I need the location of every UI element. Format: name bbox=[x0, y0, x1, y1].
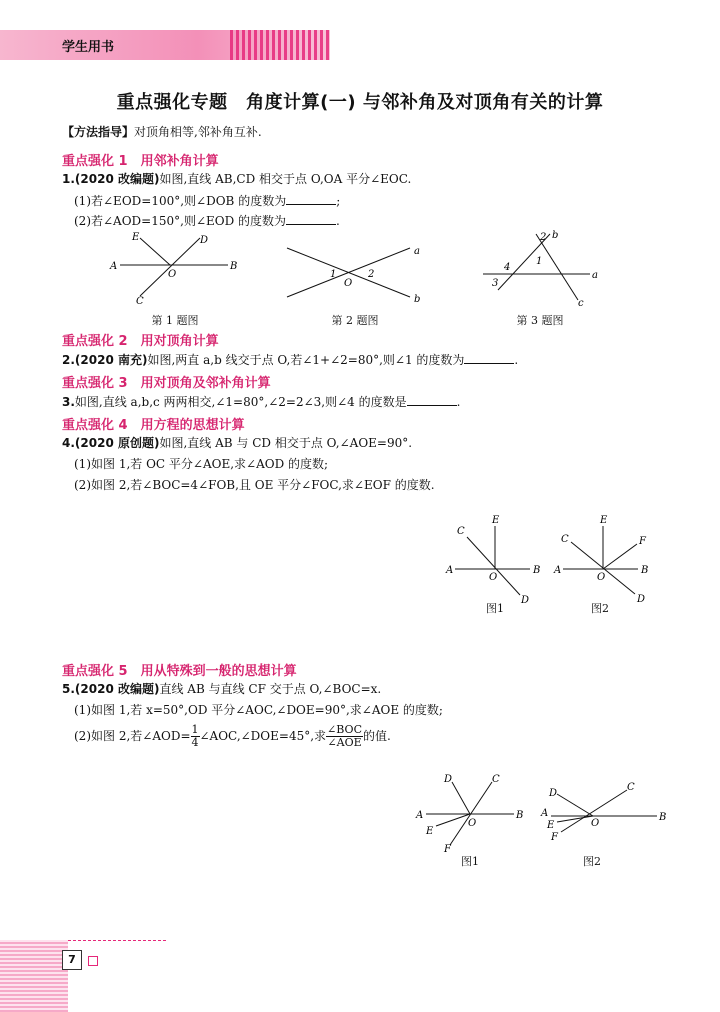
label-d: D bbox=[637, 594, 646, 605]
label-line-b: b bbox=[552, 230, 559, 241]
q1-part1 bbox=[74, 192, 340, 209]
label-c: C bbox=[492, 774, 500, 785]
figure-q5-2 bbox=[535, 776, 665, 846]
q5-part1: (1)如图 1,若 x=50°,OD 平分∠AOC,∠DOE=90°,求∠AOE 的度数; bbox=[74, 703, 443, 717]
angle-2: 2 bbox=[540, 232, 547, 243]
q1-part2-text: (2)若∠AOD=150°,则∠EOD 的度数为 bbox=[74, 214, 287, 228]
angle-4: 4 bbox=[504, 262, 511, 273]
label-d: D bbox=[200, 235, 209, 246]
figure-q5-1 bbox=[410, 770, 530, 855]
angle-1: 1 bbox=[330, 269, 337, 280]
caption-q4-fig1: 图1 bbox=[486, 602, 504, 615]
q3-text: 如图,直线 a,b,c 两两相交,∠1=80°,∠2=2∠3,则∠4 的度数是 bbox=[74, 395, 407, 409]
label-e: E bbox=[547, 820, 555, 831]
q1-text: 如图,直线 AB,CD 相交于点 O,OA 平分∠EOC. bbox=[159, 172, 412, 186]
footer-decoration bbox=[0, 940, 68, 1012]
label-line-a: a bbox=[414, 246, 420, 257]
label-b: B bbox=[516, 810, 524, 821]
caption-fig2: 第 2 题图 bbox=[331, 314, 379, 327]
answer-blank[interactable] bbox=[407, 393, 457, 406]
q2-end: . bbox=[514, 353, 519, 367]
answer-blank[interactable] bbox=[286, 192, 336, 205]
label-line-b: b bbox=[414, 294, 421, 305]
q4-source: (2020 原创题) bbox=[74, 436, 160, 450]
label-c: C bbox=[627, 782, 635, 793]
page-title: 重点强化专题 角度计算(一) 与邻补角及对顶角有关的计算 bbox=[116, 92, 604, 113]
label-c: C bbox=[561, 534, 569, 545]
q1-source: (2020 改编题) bbox=[74, 172, 160, 186]
q1-part2-end: . bbox=[336, 214, 340, 228]
ray-of bbox=[603, 544, 637, 569]
method-tag: 【方法指导】 bbox=[62, 125, 135, 139]
question-4 bbox=[62, 435, 412, 451]
label-f: F bbox=[551, 832, 558, 843]
label-o: O bbox=[591, 818, 600, 829]
q4-text: 如图,直线 AB 与 CD 相交于点 O,∠AOE=90°. bbox=[159, 436, 413, 450]
q4-number: 4. bbox=[62, 436, 75, 450]
figure-q4-2 bbox=[553, 512, 663, 604]
caption-fig3: 第 3 题图 bbox=[516, 314, 564, 327]
caption-q5-fig2: 图2 bbox=[583, 855, 601, 868]
label-e: E bbox=[132, 232, 140, 243]
label-b: B bbox=[230, 261, 238, 272]
angle-1: 1 bbox=[536, 256, 543, 267]
label-a: A bbox=[416, 810, 424, 821]
caption-q5-fig1: 图1 bbox=[461, 855, 479, 868]
label-o: O bbox=[468, 818, 477, 829]
header-label: 学生用书 bbox=[62, 40, 115, 55]
label-o: O bbox=[489, 572, 498, 583]
method-guide bbox=[62, 124, 262, 140]
figure-q1 bbox=[110, 228, 240, 308]
label-f: F bbox=[444, 844, 451, 855]
q1-part1-end: ; bbox=[336, 194, 341, 208]
answer-blank[interactable] bbox=[464, 351, 514, 364]
q1-part2 bbox=[74, 212, 340, 229]
angle-2: 2 bbox=[368, 269, 375, 280]
q5-part2-text-a: (2)如图 2,若∠AOD= bbox=[74, 729, 191, 743]
label-d: D bbox=[549, 788, 558, 799]
section-heading-5: 重点强化 5 用从特殊到一般的思想计算 bbox=[62, 664, 297, 679]
q5-number: 5. bbox=[62, 682, 75, 696]
angle-3: 3 bbox=[492, 278, 499, 289]
ray-od bbox=[452, 782, 470, 814]
fraction-numerator: ∠BOC bbox=[327, 723, 362, 736]
method-text: 对顶角相等,邻补角互补. bbox=[134, 125, 262, 139]
q1-number: 1. bbox=[62, 172, 75, 186]
figure-q2 bbox=[282, 240, 432, 310]
q5-part2 bbox=[74, 724, 391, 749]
label-o: O bbox=[168, 269, 177, 280]
fraction-denominator: ∠AOE bbox=[327, 736, 362, 749]
section-heading-2: 重点强化 2 用对顶角计算 bbox=[62, 334, 219, 349]
section-heading-4: 重点强化 4 用方程的思想计算 bbox=[62, 418, 245, 433]
label-c: C bbox=[457, 526, 465, 537]
q1-part1-text: (1)若∠EOD=100°,则∠DOB 的度数为 bbox=[74, 194, 287, 208]
question-2 bbox=[62, 351, 518, 368]
label-b: B bbox=[533, 565, 541, 576]
footer-line bbox=[68, 940, 168, 941]
label-d: D bbox=[444, 774, 453, 785]
q4-part1: (1)如图 1,若 OC 平分∠AOE,求∠AOD 的度数; bbox=[74, 457, 329, 471]
label-a: A bbox=[541, 808, 549, 819]
page-number: 7 bbox=[62, 950, 82, 970]
fraction-one-quarter bbox=[191, 724, 200, 749]
q3-end: . bbox=[456, 395, 461, 409]
label-line-c: c bbox=[578, 298, 584, 309]
label-o: O bbox=[344, 278, 353, 289]
q2-source: (2020 南充) bbox=[74, 353, 148, 367]
label-e: E bbox=[600, 515, 608, 526]
fraction-denominator: 4 bbox=[191, 736, 199, 749]
label-a: A bbox=[554, 565, 562, 576]
ray-oe bbox=[140, 238, 170, 265]
question-1 bbox=[62, 171, 411, 187]
caption-fig1: 第 1 题图 bbox=[151, 314, 199, 327]
ray-oe bbox=[557, 816, 593, 822]
q2-number: 2. bbox=[62, 353, 75, 367]
fraction-angle-ratio bbox=[326, 724, 363, 749]
q5-part2-text-c: 的值. bbox=[363, 729, 391, 743]
label-a: A bbox=[110, 261, 118, 272]
q5-part2-text-b: ∠AOC,∠DOE=45°,求 bbox=[199, 729, 327, 743]
label-c: C bbox=[136, 296, 144, 307]
fraction-numerator: 1 bbox=[191, 723, 199, 736]
label-e: E bbox=[426, 826, 434, 837]
label-b: B bbox=[659, 812, 667, 823]
label-a: A bbox=[446, 565, 454, 576]
q3-number: 3. bbox=[62, 395, 75, 409]
label-e: E bbox=[492, 515, 500, 526]
answer-blank[interactable] bbox=[286, 212, 336, 225]
label-line-a: a bbox=[592, 270, 598, 281]
label-f: F bbox=[639, 536, 646, 547]
section-heading-3: 重点强化 3 用对顶角及邻补角计算 bbox=[62, 376, 271, 391]
q2-text: 如图,两直 a,b 线交于点 O,若∠1+∠2=80°,则∠1 的度数为 bbox=[147, 353, 465, 367]
label-b: B bbox=[641, 565, 649, 576]
q5-source: (2020 改编题) bbox=[74, 682, 160, 696]
question-5 bbox=[62, 681, 381, 697]
figure-q4-1 bbox=[445, 512, 555, 604]
section-heading-1: 重点强化 1 用邻补角计算 bbox=[62, 154, 219, 169]
caption-q4-fig2: 图2 bbox=[591, 602, 609, 615]
q4-part2: (2)如图 2,若∠BOC=4∠FOB,且 OE 平分∠FOC,求∠EOF 的度数. bbox=[74, 478, 435, 492]
figure-q3 bbox=[478, 228, 608, 308]
page-square-icon bbox=[88, 956, 98, 966]
label-o: O bbox=[597, 572, 606, 583]
question-3 bbox=[62, 393, 460, 410]
q5-text: 直线 AB 与直线 CF 交于点 O,∠BOC=x. bbox=[159, 682, 382, 696]
ray-od bbox=[557, 794, 593, 816]
line-cd bbox=[467, 537, 520, 595]
ray-oe bbox=[436, 814, 470, 826]
line-c bbox=[536, 234, 578, 300]
header-stripes bbox=[230, 30, 330, 60]
label-d: D bbox=[521, 595, 530, 606]
